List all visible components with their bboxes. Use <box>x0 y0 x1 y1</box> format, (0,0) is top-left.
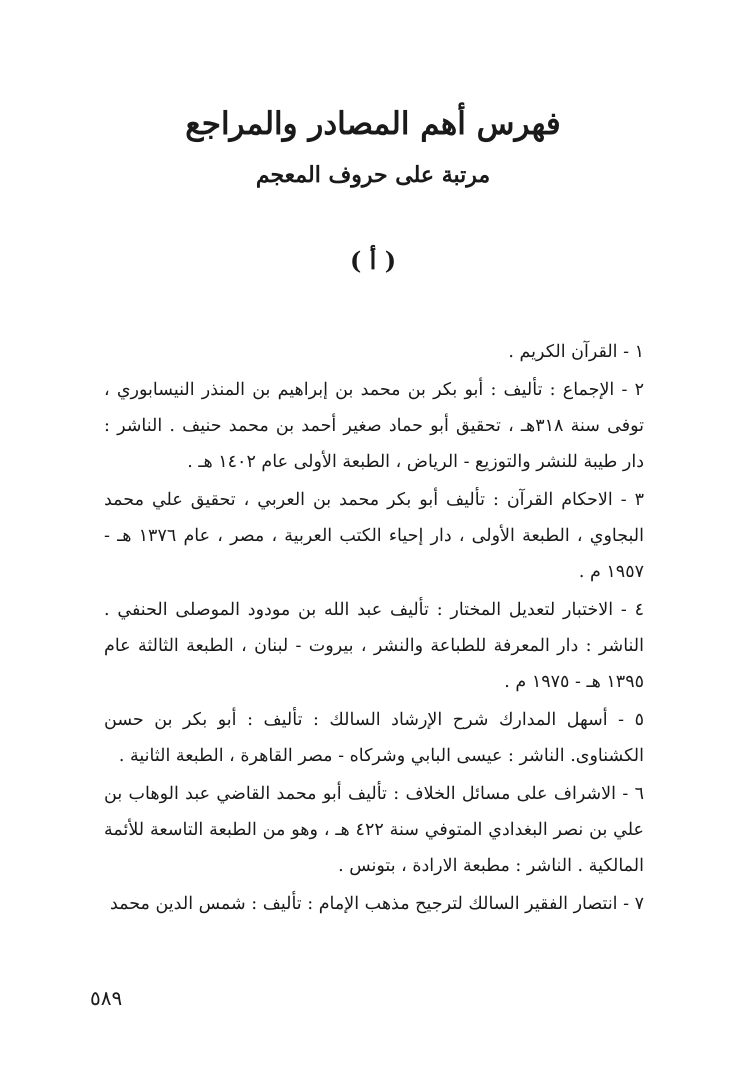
reference-entry: ٢ - الإجماع : تأليف : أبو بكر بن محمد بن إبراهيم بن المنذر النيسابوري ، توفى سنة ٣١٨هـ ، تحقيق أبو حماد صغير أحمد بن محمد حنيف . الناشر : دار طيبة للنشر والتوزيع - الرياض ، الطبعة الأولى عام ١٤٠٢ هـ . <box>104 380 644 472</box>
reference-entry: ٧ - انتصار الفقير السالك لترجيح مذهب الإمام : تأليف : شمس الدين محمد <box>109 894 644 914</box>
reference-entry: ٦ - الاشراف على مسائل الخلاف : تأليف أبو محمد القاضي عبد الوهاب بن علي بن نصر البغدادي المتوفي سنة ٤٢٢ هـ ، وهو من الطبعة التاسعة للأئمة المالكية . الناشر : مطبعة الارادة ، بتونس . <box>104 784 644 876</box>
letter-section-heading: ( أ ) <box>349 246 397 275</box>
page-subtitle: مرتبة على حروف المعجم <box>255 162 491 188</box>
reference-entry: ٣ - الاحكام القرآن : تأليف أبو بكر محمد بن العربي ، تحقيق علي محمد البجاوي ، الطبعة الأولى ، دار إحياء الكتب العربية ، مصر ، عام ١٣٧٦ هـ - ١٩٥٧ م . <box>104 490 644 582</box>
page-number: ٥٨٩ <box>90 986 123 1010</box>
page-title: فهرس أهم المصادر والمراجع <box>185 106 561 142</box>
reference-entry: ٤ - الاختبار لتعديل المختار : تأليف عبد الله بن مودود الموصلى الحنفي . الناشر : دار المعرفة للطباعة والنشر ، بيروت - لبنان ، الطبعة الثالثة عام ١٣٩٥ هـ - ١٩٧٥ م . <box>104 600 644 692</box>
reference-entry: ٥ - أسهل المدارك شرح الإرشاد السالك : تأليف : أبو بكر بن حسن الكشناوى. الناشر : عيسى البابي وشركاه - مصر القاهرة ، الطبعة الثانية . <box>104 710 644 766</box>
reference-entry: ١ - القرآن الكريم . <box>508 342 644 362</box>
reference-list <box>104 334 644 924</box>
